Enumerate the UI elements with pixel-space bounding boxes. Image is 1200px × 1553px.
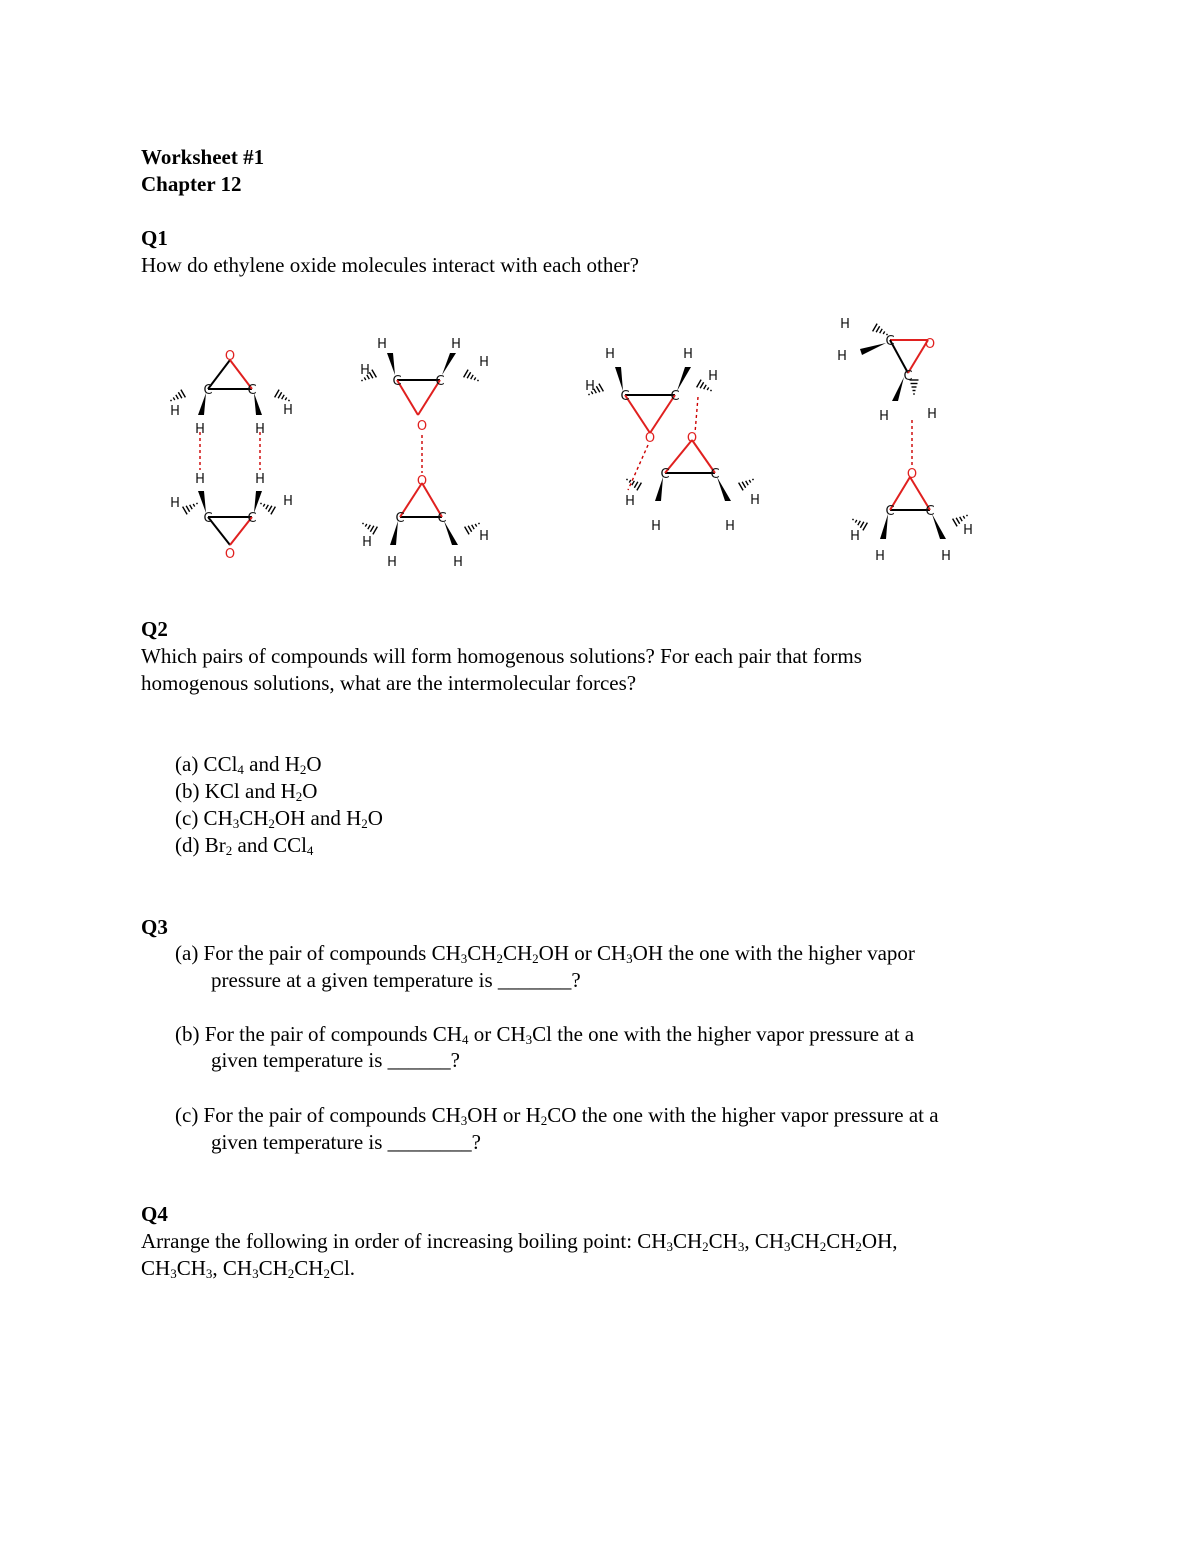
atom-label-c-19: C [435, 374, 445, 389]
atom-label-c-1: C [203, 383, 213, 398]
atom-label-c-9: C [203, 511, 213, 526]
atom-label-h-12: H [170, 496, 180, 511]
q1-text: How do ethylene oxide molecules interact with each other? [141, 253, 639, 277]
atom-label-h-42: H [840, 317, 850, 332]
atom-label-h-39: H [750, 493, 760, 508]
q3-part-c-line-2: given temperature is ________? [211, 1130, 482, 1154]
q4-line-1: Arrange the following in order of increasing boiling point: $CH_3CH_2CH_3$, $CH_3CH_2CH_2OH$, [141, 1229, 898, 1254]
q2-label: Q2 [141, 617, 168, 641]
atom-label-o-49: O [906, 467, 918, 482]
atom-label-h-15: H [451, 337, 461, 352]
atom-label-c-2: C [247, 383, 257, 398]
worksheet-title: Worksheet #1 [141, 145, 265, 169]
atom-label-h-4: H [283, 403, 293, 418]
atom-label-o-0: O [224, 349, 236, 364]
atom-label-h-7: H [195, 472, 205, 487]
q3-part-c-line-1: (c) For the pair of compounds $CH_3OH$ or $H_2CO$ the one with the higher vapor pressure at a [175, 1103, 939, 1128]
atom-label-h-5: H [195, 422, 205, 437]
q2-line-1: Which pairs of compounds will form homogenous solutions? For each pair that forms [141, 644, 862, 668]
atom-label-h-24: H [362, 535, 372, 550]
q2-line-2: homogenous solutions, what are the intermolecular forces? [141, 671, 637, 695]
q2-option-c: (c) $CH_3CH_2OH$ and $H_2O$ [175, 806, 383, 831]
diagram-o-o-dimer [360, 353, 481, 545]
atom-label-h-13: H [283, 494, 293, 509]
atom-label-o-11: O [224, 547, 236, 562]
atom-label-o-21: O [416, 474, 428, 489]
atom-label-h-27: H [453, 555, 463, 570]
atom-label-c-32: C [620, 389, 630, 404]
q4-line-2: $CH_3CH_3$, $CH_3CH_2CH_2Cl$. [141, 1256, 356, 1281]
atom-label-h-3: H [170, 404, 180, 419]
q1-label: Q1 [141, 226, 168, 250]
atom-label-h-29: H [683, 347, 693, 362]
atom-label-c-23: C [437, 511, 447, 526]
atom-label-c-37: C [660, 467, 670, 482]
atom-label-h-8: H [255, 472, 265, 487]
q4-label: Q4 [141, 1202, 168, 1226]
atom-label-c-10: C [247, 511, 257, 526]
q2-option-b: (b) KCl and $H_2O$ [175, 779, 318, 804]
atom-label-h-26: H [387, 555, 397, 570]
q3-part-a-line-2: pressure at a given temperature is _______? [211, 968, 581, 992]
ethylene-oxide-interaction-diagrams [150, 305, 1000, 580]
diagram-o-h-dimer [587, 367, 755, 501]
atom-label-o-34: O [644, 431, 656, 446]
atom-label-c-46: C [903, 369, 913, 384]
atom-label-h-53: H [963, 523, 973, 538]
q3-part-a-line-1: (a) For the pair of compounds $CH_3CH_2CH_2OH$ or $CH_3OH$ the one with the higher vapor [175, 941, 915, 966]
atom-label-h-40: H [651, 519, 661, 534]
q3-label: Q3 [141, 915, 168, 939]
q3-part-b-line-1: (b) For the pair of compounds $CH_4$ or $CH_3Cl$ the one with the higher vapor pressure at a [175, 1022, 915, 1047]
q2-option-a: (a) CCl$_4$ and $H_2O$ [175, 752, 322, 777]
atom-label-c-18: C [392, 374, 402, 389]
atom-label-h-48: H [927, 407, 937, 422]
atom-label-c-33: C [670, 389, 680, 404]
atom-label-c-38: C [710, 467, 720, 482]
atom-label-o-20: O [416, 419, 428, 434]
atom-label-h-36: H [625, 494, 635, 509]
diagram-h-o-contact [851, 324, 969, 539]
atom-label-h-52: H [850, 529, 860, 544]
diagram-h-h-dimer [169, 360, 291, 545]
atom-label-h-25: H [479, 529, 489, 544]
atom-label-h-16: H [360, 363, 370, 378]
atom-label-h-30: H [585, 379, 595, 394]
atom-label-h-55: H [941, 549, 951, 564]
atom-label-h-54: H [875, 549, 885, 564]
chapter-title: Chapter 12 [141, 172, 242, 196]
q3-part-b-line-2: given temperature is ______? [211, 1048, 461, 1072]
atom-label-c-22: C [395, 511, 405, 526]
atom-label-h-47: H [879, 409, 889, 424]
atom-label-h-43: H [837, 349, 847, 364]
atom-label-h-31: H [708, 369, 718, 384]
atom-label-h-28: H [605, 347, 615, 362]
atom-label-h-41: H [725, 519, 735, 534]
atom-label-c-44: C [885, 334, 895, 349]
q2-option-d: (d) $Br_2$ and CCl$_4$ [175, 833, 314, 858]
atom-label-o-45: O [924, 337, 936, 352]
atom-label-h-6: H [255, 422, 265, 437]
atom-label-c-51: C [925, 504, 935, 519]
atom-label-c-50: C [885, 504, 895, 519]
atom-label-h-14: H [377, 337, 387, 352]
atom-label-o-35: O [686, 431, 698, 446]
atom-label-h-17: H [479, 355, 489, 370]
